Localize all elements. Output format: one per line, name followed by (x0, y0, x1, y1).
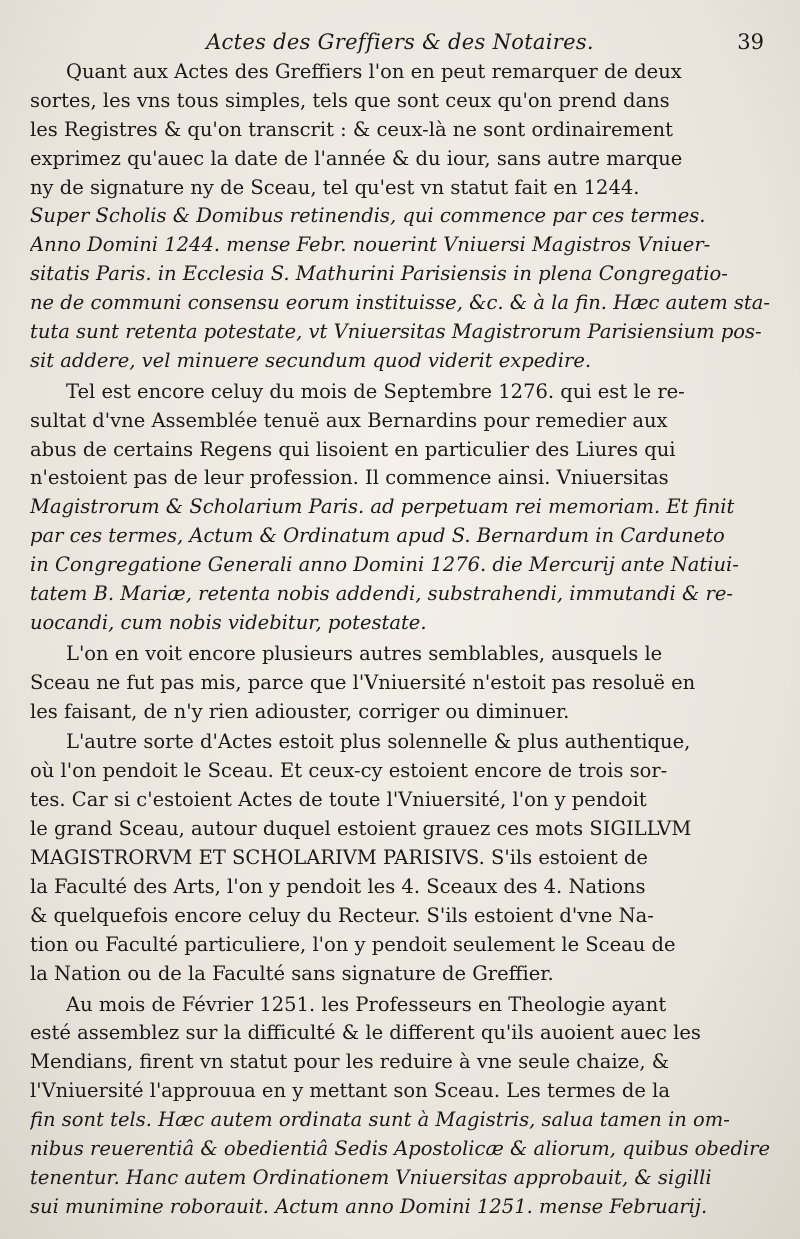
text-line: où l'on pendoit le Sceau. Et ceux-cy estoient encore de trois sor- (30, 759, 668, 783)
paragraph (30, 378, 772, 638)
text-line: sortes, les vns tous simples, tels que sont ceux qu'on prend dans (30, 88, 670, 112)
text-line: tenentur. Hanc autem Ordinationem Vniuersitas approbauit, & sigilli (30, 1165, 712, 1189)
running-title: Actes des Greffiers & des Notaires. (206, 30, 594, 54)
text-line: ne de communi consensu eorum instituisse, &c. & à la fin. Hæc autem sta- (30, 291, 770, 315)
page-number: 39 (737, 30, 764, 54)
paragraph (30, 991, 772, 1222)
text-line: tuta sunt retenta potestate, vt Vniuersitas Magistrorum Parisiensium pos- (30, 320, 762, 344)
text-line: exprimez qu'auec la date de l'année & du iour, sans autre marque (30, 146, 683, 170)
text-line: n'estoient pas de leur profession. Il commence ainsi. Vniuersitas (30, 466, 669, 490)
text-line: Magistrorum & Scholarium Paris. ad perpetuam rei memoriam. Et finit (30, 495, 735, 519)
text-line: par ces termes, Actum & Ordinatum apud S. Bernardum in Carduneto (30, 524, 725, 548)
text-line: la Nation ou de la Faculté sans signature de Greffier. (30, 961, 554, 985)
text-line: L'on en voit encore plusieurs autres semblables, ausquels le (66, 641, 663, 665)
text-line: l'Vniuersité l'approuua en y mettant son Sceau. Les termes de la (30, 1079, 670, 1103)
text-line: sit addere, vel minuere secundum quod viderit expedire. (30, 348, 592, 372)
body-text (30, 58, 772, 1224)
text-line: nibus reuerentiâ & obedientiâ Sedis Apostolicæ & aliorum, quibus obedire (30, 1136, 771, 1160)
text-line: Quant aux Actes des Greffiers l'on en peut remarquer de deux (66, 60, 682, 83)
text-line: ny de signature ny de Sceau, tel qu'est vn statut fait en 1244. (30, 175, 640, 199)
text-line: sultat d'vne Assemblée tenuë aux Bernardins pour remedier aux (30, 408, 668, 432)
paragraph (30, 728, 772, 988)
text-line: uocandi, cum nobis videbitur, potestate. (30, 610, 427, 634)
text-line: in Congregatione Generali anno Domini 1276. die Mercurij ante Natiui- (30, 553, 739, 577)
text-line: sitatis Paris. in Ecclesia S. Mathurini Parisiensis in plena Congregatio- (30, 262, 728, 286)
text-line: abus de certains Regens qui lisoient en particulier des Liures qui (30, 437, 676, 461)
text-line: la Faculté des Arts, l'on y pendoit les 4. Sceaux des 4. Nations (30, 874, 646, 898)
text-line: tes. Car si c'estoient Actes de toute l'Vniuersité, l'on y pendoit (30, 788, 647, 812)
text-line: fin sont tels. Hæc autem ordinata sunt à Magistris, salua tamen in om- (30, 1108, 730, 1132)
text-line: L'autre sorte d'Actes estoit plus solennelle & plus authentique, (66, 730, 691, 754)
text-line: Super Scholis & Domibus retinendis, qui commence par ces termes. (30, 204, 706, 228)
text-line: Mendians, firent vn statut pour les reduire à vne seule chaize, & (30, 1050, 670, 1074)
text-line: tatem B. Mariæ, retenta nobis addendi, substrahendi, immutandi & re- (30, 582, 733, 606)
text-line: Tel est encore celuy du mois de Septembre 1276. qui est le re- (66, 379, 685, 403)
running-head (0, 30, 800, 60)
text-line: MAGISTRORVM ET SCHOLARIVM PARISIVS. S'ils estoient de (30, 846, 648, 870)
paragraph (30, 640, 772, 727)
text-line: Anno Domini 1244. mense Febr. nouerint Vniuersi Magistros Vniuer- (30, 233, 711, 257)
text-line: les Registres & qu'on transcrit : & ceux-là ne sont ordinairement (30, 117, 673, 141)
text-line: & quelquefois encore celuy du Recteur. S'ils estoient d'vne Na- (30, 903, 654, 927)
text-line: tion ou Faculté particuliere, l'on y pendoit seulement le Sceau de (30, 932, 676, 956)
paragraph (30, 58, 772, 376)
text-line: le grand Sceau, autour duquel estoient grauez ces mots SIGILLVM (30, 817, 692, 841)
text-line: sui munimine roborauit. Actum anno Domini 1251. mense Februarij. (30, 1194, 708, 1218)
text-line: Sceau ne fut pas mis, parce que l'Vniuersité n'estoit pas resoluë en (30, 670, 696, 694)
text-line: Au mois de Février 1251. les Professeurs en Theologie ayant (66, 992, 667, 1016)
text-line: esté assemblez sur la difficulté & le different qu'ils auoient auec les (30, 1021, 701, 1045)
text-line: les faisant, de n'y rien adiouster, corriger ou diminuer. (30, 699, 570, 723)
